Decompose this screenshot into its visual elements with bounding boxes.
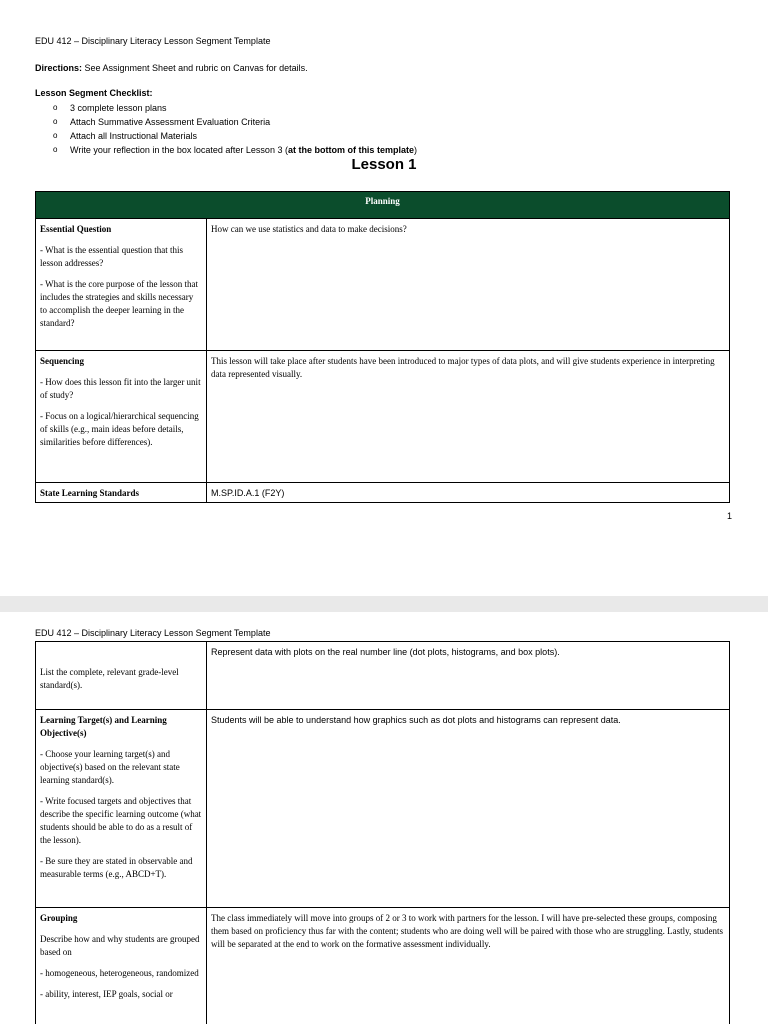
checklist-item: o Attach Summative Assessment Evaluation Criteria (53, 117, 271, 127)
row-prompt: - What is the core purpose of the lesson that includes the strategies and skills necessary to accomplish the deeper learning in the standard? (40, 279, 199, 328)
row-label: Sequencing (40, 356, 85, 366)
row-prompt: - homogeneous, heterogeneous, randomized (40, 968, 199, 978)
table-row (36, 483, 730, 503)
row-label-cell (36, 483, 207, 503)
planning-header: Planning (36, 192, 730, 219)
row-label: Essential Question (40, 224, 112, 234)
directions-text: See Assignment Sheet and rubric on Canvas for details. (82, 63, 308, 73)
planning-table-continued (35, 641, 730, 1024)
row-prompt: - ability, interest, IEP goals, social or (40, 989, 173, 999)
row-prompt: - Focus on a logical/hierarchical sequencing of skills (e.g., main ideas before details, similarities before differences). (40, 411, 199, 447)
row-answer-cell: M.SP.ID.A.1 (F2Y) (207, 483, 730, 503)
row-prompt: - Be sure they are stated in observable and measurable terms (e.g., ABCD+T). (40, 856, 193, 879)
row-label: State Learning Standards (40, 488, 140, 498)
row-answer-cell: How can we use statistics and data to make decisions? (207, 219, 730, 351)
circle-bullet-icon: o (53, 103, 58, 112)
row-answer-cell: This lesson will take place after students have been introduced to major types of data plots, and will give students experience in interpreting data represented visually. (207, 351, 730, 483)
directions-line (35, 63, 308, 73)
table-header-row (36, 192, 730, 219)
checklist-item: o Write your reflection in the box located after Lesson 3 (at the bottom of this template) (53, 145, 417, 155)
row-label-cell (36, 351, 207, 483)
row-prompt: - Write focused targets and objectives that describe the specific learning outcome (what students should be able to do as a result of the lesson). (40, 796, 202, 845)
page-number: 1 (726, 511, 732, 521)
row-label: Grouping (40, 913, 78, 923)
document-page-2 (0, 612, 768, 1024)
row-answer-cell: Represent data with plots on the real number line (dot plots, histograms, and box plots). (207, 642, 730, 710)
row-prompt: - What is the essential question that this lesson addresses? (40, 245, 184, 268)
row-prompt: - How does this lesson fit into the larger unit of study? (40, 377, 201, 400)
table-row (36, 710, 730, 908)
table-row (36, 642, 730, 710)
table-row (36, 219, 730, 351)
planning-table (35, 191, 730, 503)
lesson-title: Lesson 1 (351, 156, 417, 173)
checklist-title: Lesson Segment Checklist: (35, 88, 153, 98)
circle-bullet-icon: o (53, 117, 58, 126)
checklist (35, 101, 417, 157)
table-row (36, 908, 730, 1024)
row-label: Learning Target(s) and Learning Objective(s) (40, 715, 167, 738)
checklist-item: o Attach all Instructional Materials (53, 131, 198, 141)
circle-bullet-icon: o (53, 131, 58, 140)
row-label-cell (36, 908, 207, 1024)
row-prompt: List the complete, relevant grade-level standard(s). (40, 667, 179, 690)
row-prompt: - Choose your learning target(s) and objective(s) based on the relevant state learning standard(s). (40, 749, 180, 785)
circle-bullet-icon: o (53, 145, 58, 154)
row-prompt: Describe how and why students are grouped based on (40, 934, 200, 957)
row-label-cell (36, 219, 207, 351)
page-header: EDU 412 – Disciplinary Literacy Lesson Segment Template (35, 36, 271, 46)
row-answer-cell: The class immediately will move into groups of 2 or 3 to work with partners for the lesson. I will have pre-selected these groups, composing them based on proficiency thus far with the content; students who are doing well will be paired with those who are struggling. Lastly, students will be separated at the end to work on the formative assessment individually. (207, 908, 730, 1024)
table-row (36, 351, 730, 483)
row-label-cell (36, 710, 207, 908)
checklist-item: o 3 complete lesson plans (53, 103, 167, 113)
page-header: EDU 412 – Disciplinary Literacy Lesson Segment Template (35, 628, 271, 638)
row-label-cell (36, 642, 207, 710)
directions-label: Directions: (35, 63, 83, 73)
row-answer-cell: Students will be able to understand how graphics such as dot plots and histograms can represent data. (207, 710, 730, 908)
